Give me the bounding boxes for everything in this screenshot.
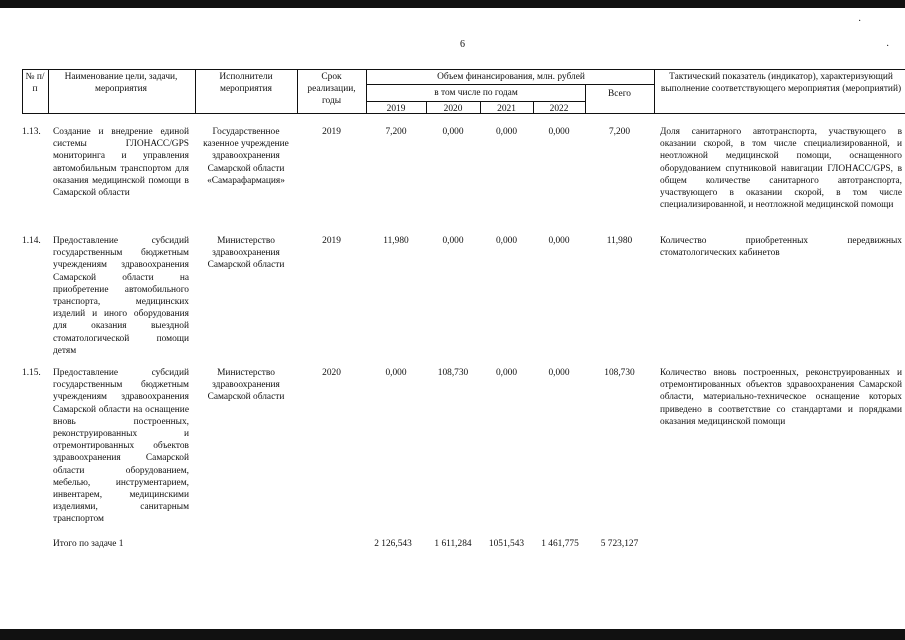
total-value-total: 5 723,127 bbox=[600, 539, 639, 549]
row-value-2020: 0,000 bbox=[442, 236, 464, 246]
total-value-2020: 1 611,284 bbox=[434, 539, 472, 549]
header-executors: Исполнители мероприятия bbox=[219, 72, 273, 95]
row-term: 2020 bbox=[322, 368, 341, 378]
row-executor: Министерство здравоохранения Самарской области bbox=[207, 368, 285, 403]
header-years-group: в том числе по годам bbox=[434, 88, 518, 98]
row-value-2019: 0,000 bbox=[385, 368, 407, 378]
row-name: Предоставление субсидий государственным бюджетным учреждениям здравоохранения Самарской области на приобретение автомобильного транспорта, медицинских изделий и иного оборудования для оказания выездной стоматологической помощи детям bbox=[53, 236, 189, 356]
row-number: 1.13. bbox=[22, 127, 41, 137]
top-scan-border bbox=[0, 0, 905, 8]
header-term: Срок реализации, годы bbox=[307, 72, 356, 107]
row-indicator: Количество вновь построенных, реконструированных и отремонтированных объектов здравоохранения Самарской области, материально-техническое оснащение которых приведено в соответствие со стандартами и порядками оказания медицинской помощи bbox=[660, 368, 902, 427]
header-year-2021: 2021 bbox=[497, 104, 516, 114]
col-divider bbox=[297, 69, 298, 114]
total-value-2021: 1051,543 bbox=[488, 539, 525, 549]
header-year-2020: 2020 bbox=[443, 104, 463, 114]
row-term: 2019 bbox=[322, 236, 341, 246]
row-name: Создание и внедрение единой системы ГЛОНАСС/GPS мониторинга и управления автомобильным транспортом для оказания медицинской помощи в Самарской области bbox=[53, 127, 189, 199]
header-indicator: Тактический показатель (индикатор), характеризующий выполнение соответствующего мероприятия (мероприятий) bbox=[660, 72, 902, 95]
row-executor: Государственное казенное учреждение здравоохранения Самарской области «Самарафармация» bbox=[203, 127, 289, 186]
page-number: 6 bbox=[460, 39, 465, 50]
col-divider bbox=[22, 69, 23, 114]
scan-mark: · bbox=[858, 16, 862, 27]
row-executor: Министерство здравоохранения Самарской области bbox=[207, 236, 285, 271]
row-number: 1.14. bbox=[22, 236, 41, 246]
header-year-2022: 2022 bbox=[549, 104, 569, 114]
row-value-2019: 11,980 bbox=[383, 236, 409, 246]
row-value-total: 108,730 bbox=[604, 368, 635, 378]
row-value-2022: 0,000 bbox=[548, 127, 570, 137]
row-number: 1.15. bbox=[22, 368, 41, 378]
row-value-2020: 0,000 bbox=[442, 127, 464, 137]
row-value-2021: 0,000 bbox=[495, 236, 518, 246]
row-value-2019: 7,200 bbox=[385, 127, 407, 137]
header-total: Всего bbox=[608, 89, 631, 99]
total-label: Итого по задаче 1 bbox=[53, 539, 124, 549]
row-value-2022: 0,000 bbox=[548, 236, 570, 246]
row-value-total: 7,200 bbox=[608, 127, 631, 137]
row-value-2020: 108,730 bbox=[437, 368, 469, 378]
row-indicator: Количество приобретенных передвижных стоматологических кабинетов bbox=[660, 236, 902, 259]
table-rule-top bbox=[22, 69, 905, 70]
row-term: 2019 bbox=[322, 127, 341, 137]
col-divider bbox=[654, 69, 655, 114]
header-name: Наименование цели, задачи, мероприятия bbox=[64, 72, 178, 95]
col-divider bbox=[48, 69, 49, 114]
table-rule-volume-sub bbox=[366, 84, 654, 85]
header-year-2019: 2019 bbox=[386, 104, 406, 114]
table-rule-years-sub bbox=[366, 101, 585, 102]
row-value-2021: 0,000 bbox=[495, 127, 518, 137]
row-indicator: Доля санитарного автотранспорта, участвующего в оказании скорой, в том числе специализированной, и неотложной медицинской помощи, оснащенного оборудованием спутниковой навигации ГЛОНАСС/GPS, в общем количестве санитарного автотранспорта, участвующего в оказании скорой, в том числе специализированной, и неотложной медицинской помощи bbox=[660, 127, 902, 211]
row-name: Предоставление субсидий государственным бюджетным учреждениям здравоохранения Самарской области на оснащение вновь построенных, реконструированных и отремонтированных объектов здравоохранения Самарской области оборудованием, мебелью, инструментарием, инвентарем, медицинскими изделиями, санитарным транспортом bbox=[53, 368, 189, 525]
row-value-2021: 0,000 bbox=[495, 368, 518, 378]
header-no: № п/п bbox=[25, 72, 45, 95]
total-value-2019: 2 126,543 bbox=[374, 539, 412, 549]
row-value-2022: 0,000 bbox=[548, 368, 570, 378]
scan-mark: · bbox=[886, 41, 890, 52]
row-value-total: 11,980 bbox=[606, 236, 633, 246]
total-value-2022: 1 461,775 bbox=[541, 539, 579, 549]
bottom-scan-border bbox=[0, 629, 905, 640]
col-divider bbox=[195, 69, 196, 114]
header-volume: Объем финансирования, млн. рублей bbox=[437, 72, 585, 82]
